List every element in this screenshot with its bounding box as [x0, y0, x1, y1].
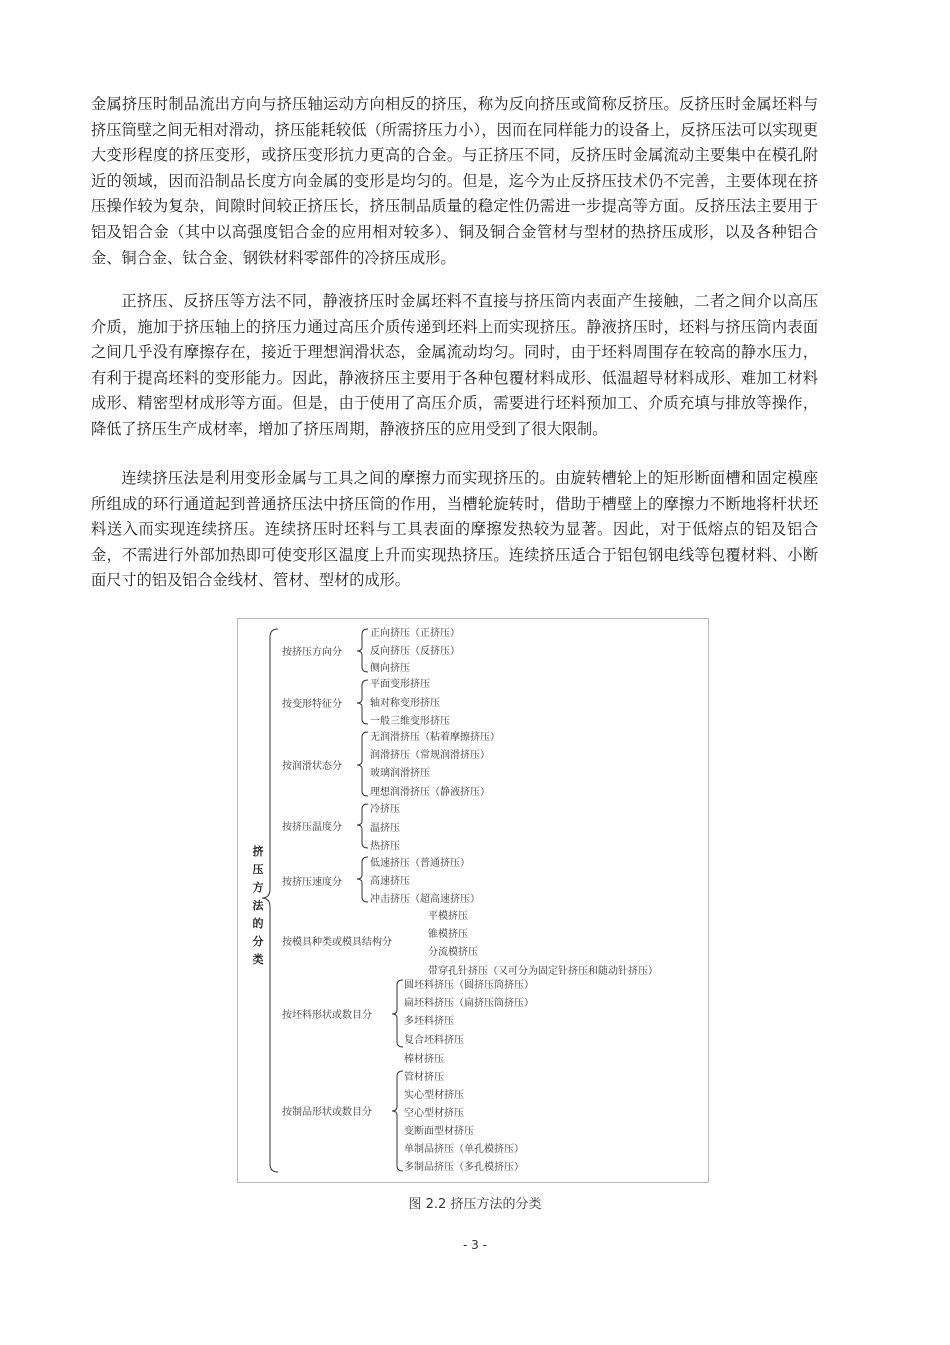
group-label-temperature: 按挤压温度分 [282, 822, 342, 833]
item-high-speed: 高速挤压 [370, 876, 410, 887]
paragraph-continuous-extrusion: 连续挤压法是利用变形金属与工具之间的摩擦力而实现挤压的。由旋转槽轮上的矩形断面槽和固定模座所组成的环行通道起到普通挤压法中挤压筒的作用，当槽轮旋转时，借助于槽壁上的摩擦力不断地将杆状坯料送入而实现连续挤压。连续挤压时坯料与工具表面的摩擦发热较为显著。因此，对于低熔点的铝及铝合金，不需进行外部加热即可使变形区温度上升而实现热挤压。连续挤压适合于铝包钢电线等包覆材料、小断面尺寸的铝及铝合金线材、管材、型材的成形。 [91, 469, 818, 590]
classification-figure [237, 618, 709, 1183]
item-variable-section: 变断面型材挤压 [404, 1126, 474, 1137]
root-char: 法 [252, 899, 264, 912]
group-label-lubrication: 按润滑状态分 [282, 761, 342, 772]
item-forward-extrusion: 正向挤压（正挤压） [370, 628, 460, 639]
item-flat-billet: 扁坯料挤压（扁挤压筒挤压） [404, 998, 534, 1009]
item-porthole-die: 分流模挤压 [428, 947, 478, 958]
item-impact-extrusion: 冲击挤压（超高速挤压） [370, 894, 480, 905]
root-char: 分 [252, 935, 264, 948]
group-label-deformation: 按变形特征分 [282, 699, 342, 710]
root-char: 压 [252, 863, 264, 876]
item-hollow-profile: 空心型材挤压 [404, 1108, 464, 1119]
item-mandrel-extrusion: 带穿孔针挤压（又可分为固定针挤压和随动针挤压） [428, 966, 658, 977]
root-char: 类 [252, 953, 264, 966]
group-label-billet: 按坯料形状或数目分 [282, 1010, 372, 1021]
figure-caption: 图 2.2 挤压方法的分类 [408, 1197, 542, 1212]
group-label-direction: 按挤压方向分 [282, 647, 342, 658]
item-composite-billet: 复合坯料挤压 [404, 1035, 464, 1046]
root-char: 的 [252, 917, 264, 930]
root-char: 挤 [252, 845, 264, 858]
item-multi-billet: 多坯料挤压 [404, 1016, 454, 1027]
item-low-speed: 低速挤压（普通挤压） [370, 858, 470, 869]
item-plane-deformation: 平面变形挤压 [370, 679, 430, 690]
item-round-billet: 圆坯料挤压（圆挤压筒挤压） [404, 980, 534, 991]
item-rod-extrusion: 棒材挤压 [404, 1054, 444, 1065]
group-label-product: 按制品形状或数目分 [282, 1107, 372, 1118]
page-number: - 3 - [463, 1238, 487, 1252]
paragraph-hydrostatic-extrusion: 正挤压、反挤压等方法不同，静液挤压时金属坯料不直接与挤压筒内表面产生接触，二者之间介以高压介质，施加于挤压轴上的挤压力通过高压介质传递到坯料上而实现挤压。静液挤压时，坯料与挤压筒内表面之间几乎没有摩擦存在，接近于理想润滑状态，金属流动均匀。同时，由于坯料周围存在较高的静水压力，有利于提高坯料的变形能力。因此，静液挤压主要用于各种包覆材料成形、低温超导材料成形、难加工材料成形、精密型材成形等方面。但是，由于使用了高压介质，需要进行坯料预加工、介质充填与排放等操作，降低了挤压生产成材率，增加了挤压周期，静液挤压的应用受到了很大限制。 [91, 292, 818, 438]
item-lateral-extrusion: 侧向挤压 [370, 663, 410, 674]
item-cold-extrusion: 冷挤压 [370, 804, 400, 815]
item-ideal-lubrication: 理想润滑挤压（静液挤压） [370, 787, 490, 798]
item-flat-die: 平模挤压 [428, 911, 468, 922]
item-3d-deformation: 一般三维变形挤压 [370, 716, 450, 727]
group-label-die-type: 按模具种类或模具结构分 [282, 937, 392, 948]
item-cone-die: 锥模挤压 [428, 929, 468, 940]
item-hot-extrusion: 热挤压 [370, 841, 400, 852]
group-label-speed: 按挤压速度分 [282, 877, 342, 888]
item-no-lubrication: 无润滑挤压（粘着摩擦挤压） [370, 732, 500, 743]
item-backward-extrusion: 反向挤压（反挤压） [370, 646, 460, 657]
item-solid-profile: 实心型材挤压 [404, 1090, 464, 1101]
item-single-product: 单制品挤压（单孔模挤压） [404, 1144, 524, 1155]
item-tube-extrusion: 管材挤压 [404, 1072, 444, 1083]
item-glass-lubrication: 玻璃润滑挤压 [370, 768, 430, 779]
item-lubrication: 润滑挤压（常规润滑挤压） [370, 750, 490, 761]
root-brace [262, 629, 278, 1172]
root-char: 方 [252, 881, 264, 894]
item-warm-extrusion: 温挤压 [370, 823, 400, 834]
paragraph-reverse-extrusion: 金属挤压时制品流出方向与挤压轴运动方向相反的挤压，称为反向挤压或简称反挤压。反挤压时金属坯料与挤压筒壁之间无相对滑动，挤压能耗较低（所需挤压力小），因而在同样能力的设备上，反挤压法可以实现更大变形程度的挤压变形，或挤压变形抗力更高的合金。与正挤压不同，反挤压时金属流动主要集中在模孔附近的领域，因而沿制品长度方向金属的变形是均匀的。但是，迄今为止反挤压技术仍不完善，主要体现在挤压操作较为复杂，间隙时间较正挤压长，挤压制品质量的稳定性仍需进一步提高等方面。反挤压法主要用于铝及铝合金（其中以高强度铝合金的应用相对较多）、铜及铜合金管材与型材的热挤压成形，以及各种铝合金、铜合金、钛合金、钢铁材料零部件的冷挤压成形。 [91, 95, 818, 267]
item-multi-product: 多制品挤压（多孔模挤压） [404, 1162, 524, 1173]
item-axisymmetric-deformation: 轴对称变形挤压 [370, 698, 440, 709]
classification-tree [238, 619, 708, 1182]
